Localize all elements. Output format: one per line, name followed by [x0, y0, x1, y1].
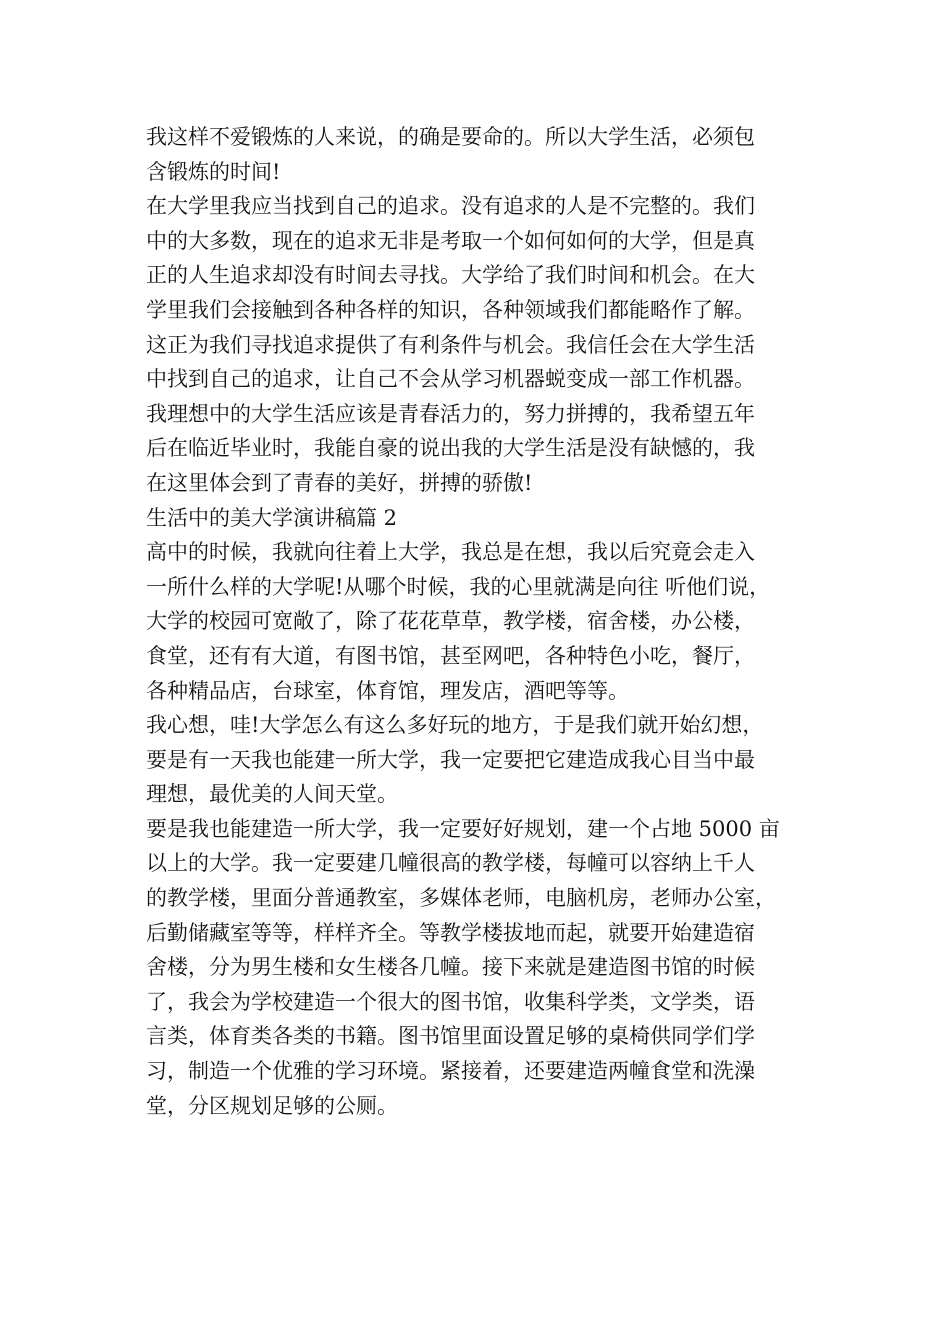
document-body: [146, 120, 816, 1123]
paragraph-university-plan: 要是我也能建造一所大学，我一定要好好规划，建一个占地 5000 亩 以上的大学。我一定要建几幢很高的教学楼，每幢可以容纳上千人 的教学楼，里面分普通教室，多媒体老师，电脑机房，老师办公室， 后勤储藏室等等，样样齐全。等教学楼拔地而起，就要开始建造宿 舍楼，分为男生楼和女生楼各几幢。接下来就是建造图书馆的时候 了，我会为学校建造一个很大的图书馆，收集科学类，文学类，语 言类，体育类各类的书籍。图书馆里面设置足够的桌椅供同学们学 习，制造一个优雅的学习环境。紧接着，还要建造两幢食堂和洗澡 堂，分区规划足够的公厕。: [146, 816, 780, 1118]
paragraph-exercise-conclusion: 我这样不爱锻炼的人来说，的确是要命的。所以大学生活，必须包 含锻炼的时间!: [146, 125, 755, 184]
section-heading: 生活中的美大学演讲稿篇 2: [146, 505, 398, 530]
paragraph-high-school: 高中的时候，我就向往着上大学，我总是在想，我以后究竟会走入 一所什么样的大学呢!从哪个时候，我的心里就满是向往 听他们说， 大学的校园可宽敞了，除了花花草草，教学楼，宿舍楼，办公楼， 食堂，还有有大道，有图书馆，甚至网吧，各种特色小吃，餐厅， 各种精品店，台球室，体育馆，理发店，酒吧等等。: [146, 540, 771, 703]
paragraph-pursuit: 在大学里我应当找到自己的追求。没有追求的人是不完整的。我们 中的大多数，现在的追求无非是考取一个如何如何的大学，但是真 正的人生追求却没有时间去寻找。大学给了我们时间和机会。在大 学里我们会接触到各种各样的知识，各种领域我们都能略作了解。 这正为我们寻找追求提供了有利条件与机会。我信任会在大学生活 中找到自己的追求，让自己不会从学习机器蜕变成一部工作机器。: [146, 194, 755, 392]
paragraph-imagination: 我心想，哇!大学怎么有这么多好玩的地方，于是我们就开始幻想， 要是有一天我也能建一所大学，我一定要把它建造成我心目当中最 理想，最优美的人间天堂。: [146, 713, 764, 807]
paragraph-ideal-life: 我理想中的大学生活应该是青春活力的，努力拼搏的，我希望五年 后在临近毕业时，我能自豪的说出我的大学生活是没有缺憾的，我 在这里体会到了青春的美好，拼搏的骄傲!: [146, 401, 755, 495]
